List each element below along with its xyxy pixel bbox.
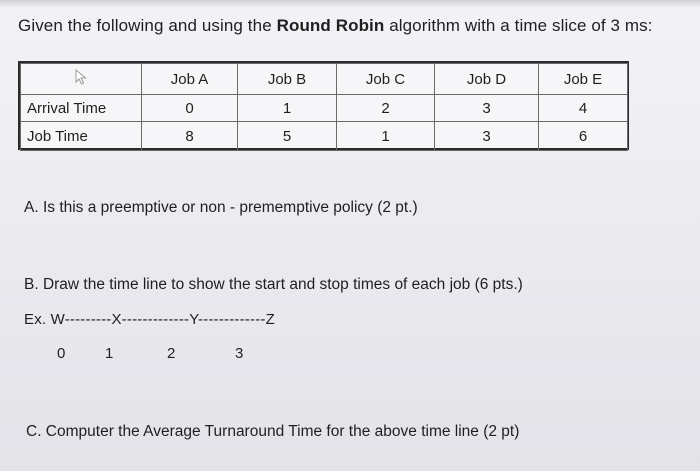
part-c-question: C. Computer the Average Turnaround Time for the above time line (2 pt) bbox=[26, 423, 520, 440]
example-timeline-ticks bbox=[0, 345, 700, 367]
table-cell: 0 bbox=[142, 95, 238, 122]
table-cell: 5 bbox=[238, 122, 337, 151]
question-intro bbox=[18, 16, 653, 36]
row-label-arrival-time: Arrival Time bbox=[21, 95, 142, 122]
table-corner-cell bbox=[21, 64, 142, 95]
table-row-arrival-time bbox=[21, 95, 628, 122]
row-label-job-time: Job Time bbox=[21, 122, 142, 151]
table-cell: 1 bbox=[238, 95, 337, 122]
table-header-row bbox=[21, 64, 628, 95]
table-cell: 2 bbox=[337, 95, 435, 122]
question-prefix: Given the following and using the bbox=[18, 16, 277, 35]
table-header-job-a: Job A bbox=[142, 64, 238, 95]
part-a-question: A. Is this a preemptive or non - prememptive policy (2 pt.) bbox=[24, 199, 418, 216]
table-cell: 6 bbox=[539, 122, 628, 151]
jobs-table bbox=[18, 61, 629, 150]
table-header-job-d: Job D bbox=[435, 64, 539, 95]
table-cell: 1 bbox=[337, 122, 435, 151]
example-timeline: Ex. W---------X-------------Y-------------Z bbox=[24, 311, 275, 328]
table-cell: 3 bbox=[435, 122, 539, 151]
tick-label: 3 bbox=[235, 345, 244, 362]
table-header-job-e: Job E bbox=[539, 64, 628, 95]
tick-label: 1 bbox=[105, 345, 114, 362]
table-cell: 4 bbox=[539, 95, 628, 122]
part-b-question: B. Draw the time line to show the start and stop times of each job (6 pts.) bbox=[24, 276, 523, 293]
tick-label: 0 bbox=[57, 345, 66, 362]
cropped-header-strip bbox=[0, 0, 700, 8]
question-bold-term: Round Robin bbox=[276, 16, 385, 35]
question-suffix: algorithm with a time slice of 3 ms: bbox=[384, 16, 653, 35]
table-header-job-c: Job C bbox=[337, 64, 435, 95]
table-header-job-b: Job B bbox=[238, 64, 337, 95]
table-cell: 3 bbox=[435, 95, 539, 122]
mouse-pointer-icon bbox=[74, 69, 88, 89]
tick-label: 2 bbox=[167, 345, 176, 362]
table-cell: 8 bbox=[142, 122, 238, 151]
table-row-job-time bbox=[21, 122, 628, 151]
